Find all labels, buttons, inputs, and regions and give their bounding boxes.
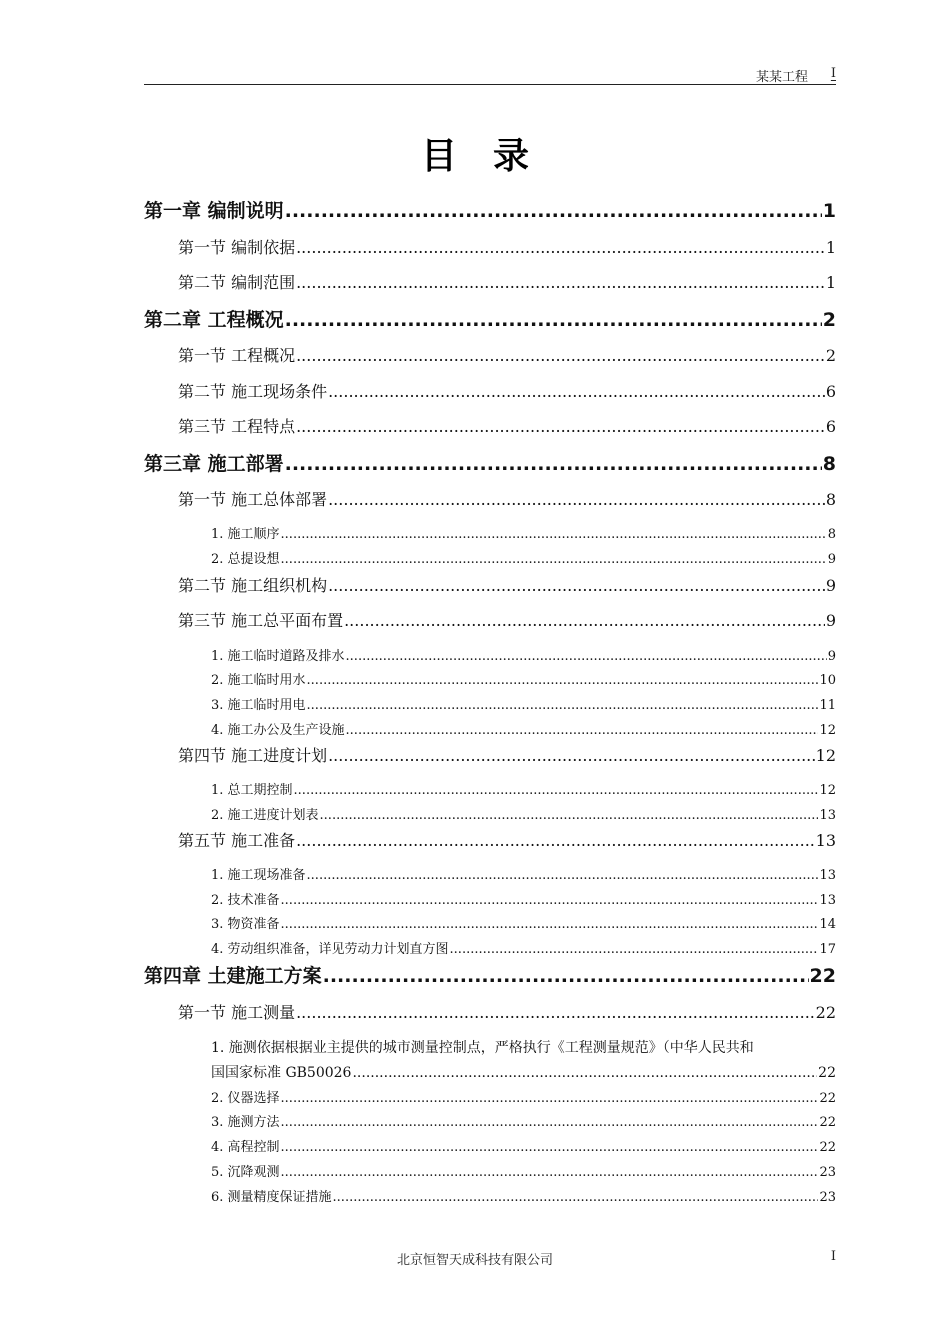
- toc-entry-page: 22: [819, 1140, 836, 1155]
- toc-section[interactable]: [178, 270, 836, 293]
- dot-leader: [281, 917, 819, 932]
- toc-item[interactable]: [211, 938, 836, 957]
- dot-leader: [307, 698, 819, 713]
- dot-leader: [323, 965, 809, 987]
- toc-entry-label: 3. 施测方法: [211, 1115, 280, 1130]
- toc-entry-label: 第一节 施工总体部署: [178, 490, 328, 509]
- dot-leader: [328, 490, 825, 509]
- toc-item[interactable]: [211, 1186, 836, 1205]
- header-page-mark: I: [830, 66, 836, 81]
- toc-entry-page: 12: [819, 783, 836, 798]
- toc-chapter-3[interactable]: [144, 449, 836, 476]
- toc-entry-page: 12: [815, 746, 836, 765]
- toc-entry-page: 10: [819, 673, 836, 688]
- toc-item[interactable]: [211, 889, 836, 908]
- footer-company: 北京恒智天成科技有限公司: [396, 1253, 553, 1268]
- toc-entry-page: 11: [819, 698, 836, 713]
- toc-item-wrapped-line[interactable]: [211, 1037, 836, 1057]
- toc-section[interactable]: [178, 487, 836, 510]
- dot-leader: [450, 942, 819, 957]
- dot-leader: [285, 309, 822, 331]
- toc-entry-page: 8: [825, 490, 836, 509]
- toc-entry-page: 13: [819, 868, 836, 883]
- dot-leader: [352, 1065, 817, 1081]
- dot-leader: [328, 382, 825, 401]
- dot-leader: [281, 552, 827, 567]
- toc-entry-label: 4. 高程控制: [211, 1140, 280, 1155]
- toc-entry-label: 4. 施工办公及生产设施: [211, 723, 345, 738]
- toc-entry-page: 22: [819, 1091, 836, 1106]
- toc-entry-label: 2. 施工进度计划表: [211, 808, 319, 823]
- dot-leader: [296, 831, 815, 850]
- dot-leader: [281, 893, 819, 908]
- dot-leader: [285, 200, 822, 222]
- toc-entry-page: 6: [825, 382, 836, 401]
- toc-item[interactable]: [211, 779, 836, 798]
- toc-entry-page: 23: [819, 1165, 836, 1180]
- toc-entry-label: 2. 总提设想: [211, 552, 280, 567]
- toc-entry-label: 第四节 施工进度计划: [178, 746, 328, 765]
- toc-entry-page: 9: [825, 611, 836, 630]
- dot-leader: [328, 746, 815, 765]
- toc-section[interactable]: [178, 608, 836, 631]
- header-rule: [144, 84, 836, 85]
- toc-entry-page: 2: [822, 309, 836, 331]
- dot-leader: [281, 1165, 819, 1180]
- toc-entry-page: 22: [809, 965, 836, 987]
- toc-item[interactable]: [211, 1161, 836, 1180]
- toc-section[interactable]: [178, 743, 836, 766]
- toc-entry-label: 1. 施工顺序: [211, 527, 280, 542]
- toc-item[interactable]: [211, 548, 836, 567]
- dot-leader: [281, 1091, 819, 1106]
- toc-item[interactable]: [211, 804, 836, 823]
- toc-entry-page: 2: [825, 346, 836, 365]
- toc-entry-page: 14: [819, 917, 836, 932]
- toc-entry-page: 23: [819, 1190, 836, 1205]
- toc-entry-page: 8: [827, 527, 836, 542]
- toc-entry-page: 17: [819, 942, 836, 957]
- toc-entry-label: 第四章 土建施工方案: [144, 965, 322, 987]
- dot-leader: [344, 611, 825, 630]
- toc-entry-label: 第一章 编制说明: [144, 200, 284, 222]
- toc-entry-page: 13: [815, 831, 836, 850]
- toc-entry-page: 8: [822, 453, 836, 475]
- toc-entry-label: 1. 施工临时道路及排水: [211, 649, 345, 664]
- toc-entry-label: 3. 物资准备: [211, 917, 280, 932]
- dot-leader: [296, 346, 825, 365]
- toc-entry-label: 5. 沉降观测: [211, 1165, 280, 1180]
- toc-entry-label: 第三节 施工总平面布置: [178, 611, 344, 630]
- toc-entry-label: 1. 施工现场准备: [211, 868, 306, 883]
- dot-leader: [296, 238, 825, 257]
- toc-chapter-4[interactable]: [144, 961, 836, 988]
- dot-leader: [281, 1140, 819, 1155]
- toc-chapter-2[interactable]: [144, 305, 836, 332]
- toc-section[interactable]: [178, 414, 836, 437]
- toc-section[interactable]: [178, 379, 836, 402]
- toc-entry-page: 12: [819, 723, 836, 738]
- toc-entry-label: 第一节 工程概况: [178, 346, 296, 365]
- dot-leader: [346, 723, 819, 738]
- toc-entry-label: 2. 仪器选择: [211, 1091, 280, 1106]
- toc-section[interactable]: [178, 235, 836, 258]
- toc-entry-page: 22: [818, 1065, 836, 1081]
- toc-item[interactable]: [211, 694, 836, 713]
- toc-item[interactable]: [211, 1062, 836, 1082]
- toc-entry-label: 2. 技术准备: [211, 893, 280, 908]
- toc-entry-label: 第五节 施工准备: [178, 831, 296, 850]
- footer-page-mark: I: [830, 1249, 836, 1264]
- dot-leader: [296, 273, 825, 292]
- toc-item[interactable]: [211, 1111, 836, 1130]
- toc-entry-page: 22: [815, 1003, 836, 1022]
- dot-leader: [281, 1115, 819, 1130]
- dot-leader: [307, 868, 819, 883]
- toc-entry-page: 22: [819, 1115, 836, 1130]
- toc-entry-page: 1: [825, 238, 836, 257]
- toc-entry-label: 第三节 工程特点: [178, 417, 296, 436]
- toc-section[interactable]: [178, 1000, 836, 1023]
- toc-entry-page: 1: [825, 273, 836, 292]
- dot-leader: [320, 808, 819, 823]
- toc-entry-label: 1. 施测依据根据业主提供的城市测量控制点，严格执行《工程测量规范》（中华人民共和: [211, 1040, 754, 1056]
- page-header: [144, 64, 836, 86]
- toc-entry-label: 4. 劳动组织准备，详见劳动力计划直方图: [211, 942, 449, 957]
- toc-entry-page: 9: [827, 552, 836, 567]
- toc-entry-page: 1: [822, 200, 836, 222]
- toc-item[interactable]: [211, 669, 836, 688]
- toc-entry-label: 第二节 施工组织机构: [178, 576, 328, 595]
- toc-entry-label: 6. 测量精度保证措施: [211, 1190, 332, 1205]
- toc-item[interactable]: [211, 719, 836, 738]
- toc-entry-label: 第二节 施工现场条件: [178, 382, 328, 401]
- toc-entry-label: 第一节 编制依据: [178, 238, 296, 257]
- dot-leader: [307, 673, 819, 688]
- toc-entry-page: 9: [825, 576, 836, 595]
- toc-entry-label: 第二节 编制范围: [178, 273, 296, 292]
- dot-leader: [296, 417, 825, 436]
- toc-entry-label: 3. 施工临时用电: [211, 698, 306, 713]
- toc-entry-label: 1. 总工期控制: [211, 783, 293, 798]
- dot-leader: [333, 1190, 819, 1205]
- dot-leader: [296, 1003, 815, 1022]
- toc-section[interactable]: [178, 343, 836, 366]
- toc-item[interactable]: [211, 1087, 836, 1106]
- dot-leader: [281, 527, 827, 542]
- toc-entry-page: 6: [825, 417, 836, 436]
- header-project-name: 某某工程: [755, 70, 808, 85]
- toc-item[interactable]: [211, 645, 836, 664]
- toc-chapter-1[interactable]: [144, 196, 836, 223]
- toc-entry-label: 第三章 施工部署: [144, 453, 284, 475]
- dot-leader: [346, 649, 827, 664]
- toc-entry-label: 第二章 工程概况: [144, 309, 284, 331]
- toc-title: 目录: [420, 136, 565, 177]
- toc-entry-label: 2. 施工临时用水: [211, 673, 306, 688]
- toc-section[interactable]: [178, 573, 836, 596]
- dot-leader: [328, 576, 825, 595]
- toc-entry-page: 13: [819, 893, 836, 908]
- toc-section[interactable]: [178, 828, 836, 851]
- toc-entry-label: 国国家标准 GB50026: [211, 1065, 352, 1081]
- dot-leader: [285, 453, 822, 475]
- toc-entry-page: 9: [827, 649, 836, 664]
- toc-item[interactable]: [211, 523, 836, 542]
- toc-item[interactable]: [211, 1136, 836, 1155]
- toc-entry-label: 第一节 施工测量: [178, 1003, 296, 1022]
- toc-item[interactable]: [211, 864, 836, 883]
- dot-leader: [294, 783, 819, 798]
- toc-entry-page: 13: [819, 808, 836, 823]
- toc-item[interactable]: [211, 913, 836, 932]
